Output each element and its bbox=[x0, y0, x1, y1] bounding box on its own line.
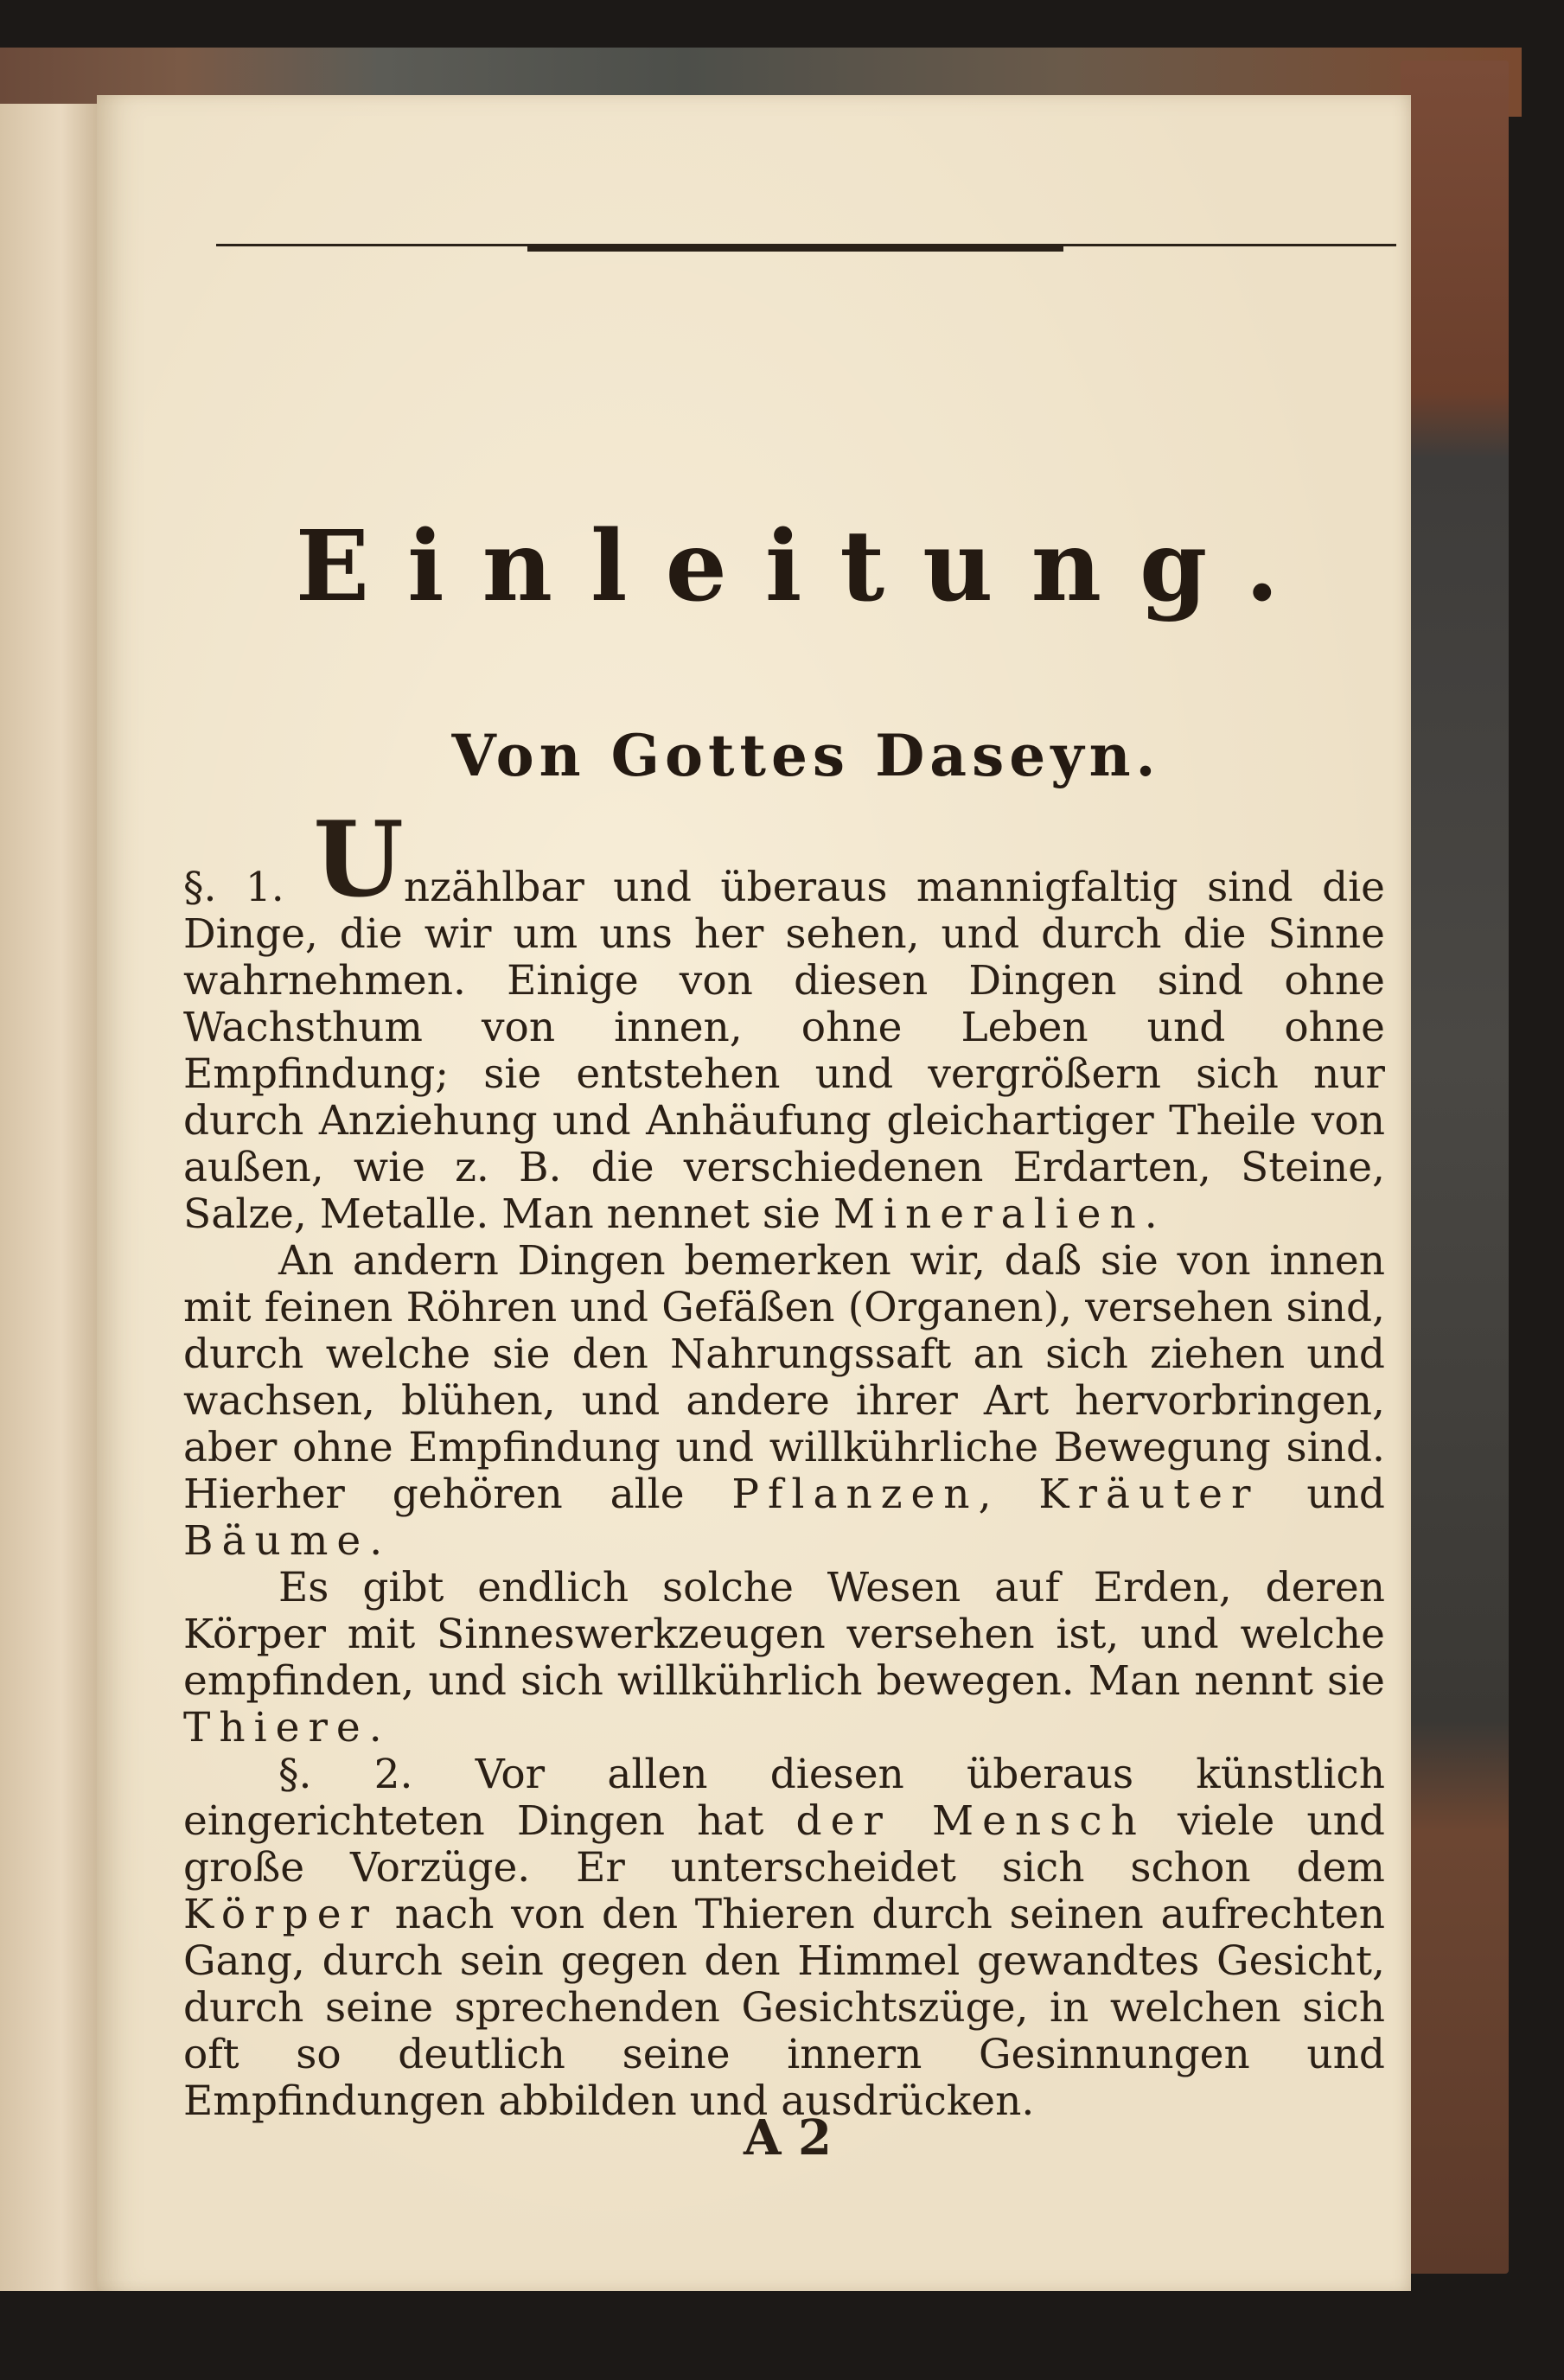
section-mark: §. 1. bbox=[183, 864, 284, 911]
paragraph-4: §. 2. Vor allen diesen überaus künstlich eingerichteten Dingen hat der Mensch viele und große Vorzüge. Er unterscheidet sich schon dem Körper nach von den Thieren durch seinen aufrechten Gang, durch sein gegen den Himmel gewandtes Gesicht, durch seine sprechenden Gesichtszüge, in welchen sich oft so deutlich seine innern Gesinnungen und Empfindungen abbilden und ausdrücken. bbox=[183, 1751, 1386, 2125]
chapter-heading: Einleitung. bbox=[295, 510, 1318, 623]
spaced-term: Mineralien bbox=[833, 1190, 1145, 1238]
spaced-term: Kräuter bbox=[1038, 1471, 1260, 1518]
spaced-term: Bäume bbox=[183, 1517, 370, 1565]
book-cover-edge bbox=[1401, 61, 1509, 2274]
chapter-subheading: Von Gottes Daseyn. bbox=[451, 722, 1161, 789]
paragraph-3: Es gibt endlich solche Wesen auf Erden, deren Körper mit Sinneswerkzeugen versehen ist, und welche empfinden, und sich willkührlich bewegen. Man nennt sie Thiere. bbox=[183, 1564, 1385, 1752]
paragraph-1: §. 1. Unzählbar und überaus mannigfaltig sind die Dinge, die wir um uns her sehen, und durch die Sinne wahrnehmen. Einige von diesen Dingen sind ohne Wachsthum von innen, ohne Leben und ohne Empfindung; sie entstehen und vergrößern sich nur durch Anziehung und Anhäufung gleichartiger Theile von außen, wie z. B. die verschiedenen Erdarten, Steine, Salze, Metalle. Man nennet sie Mineralien. bbox=[183, 799, 1385, 1238]
spaced-term: Körper bbox=[183, 1891, 378, 1938]
spaced-term: Pflanzen bbox=[731, 1471, 979, 1518]
spaced-term: der Mensch bbox=[795, 1797, 1146, 1845]
section-mark: §. 2. bbox=[278, 1751, 413, 1798]
drop-initial: U bbox=[313, 799, 404, 921]
facing-page-edge bbox=[0, 104, 102, 2291]
paragraph-2: An andern Dingen bemerken wir, daß sie von innen mit feinen Röhren und Gefäßen (Organen), versehen sind, durch welche sie den Nahrungssaft an sich ziehen und wachsen, blühen, und andere ihrer Art hervorbringen, aber ohne Empfindung und willkührliche Bewegung sind. Hierher gehören alle Pflanzen, Kräuter und Bäume. bbox=[183, 1237, 1385, 1565]
book-page bbox=[97, 95, 1411, 2291]
signature-mark: A 2 bbox=[744, 2109, 832, 2166]
spaced-term: Thiere bbox=[183, 1704, 369, 1752]
header-rule bbox=[216, 244, 1396, 255]
body-text bbox=[183, 799, 1386, 2125]
